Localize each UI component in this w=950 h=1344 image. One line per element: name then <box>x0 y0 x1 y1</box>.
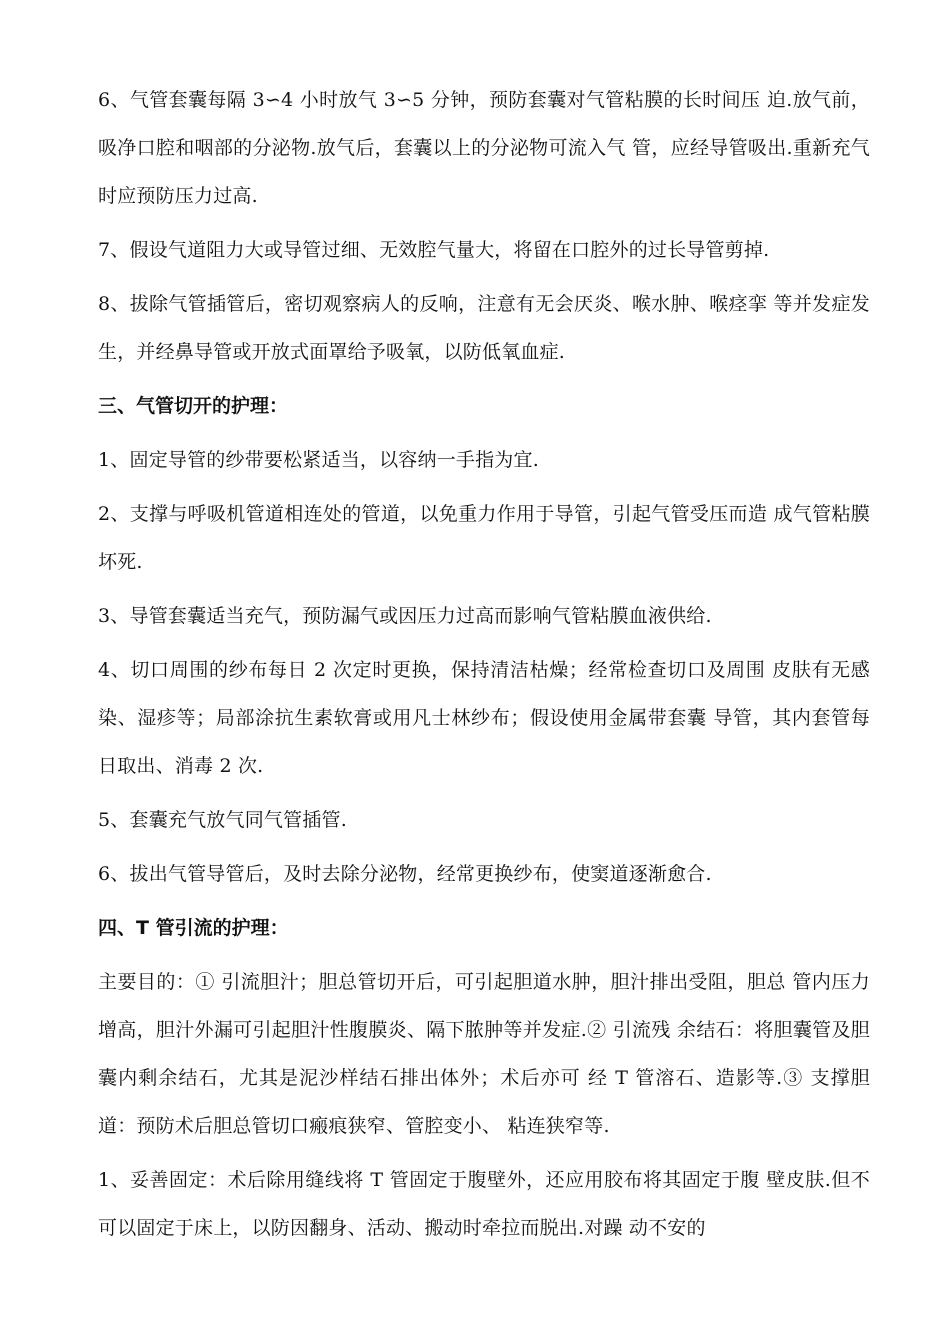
section-heading-tracheotomy: 三、气管切开的护理： <box>98 395 289 417</box>
paragraph-support-tubing: 2、支撑与呼吸机管道相连处的管道，以免重力作用于导管，引起气管受压而造 成气管粘膜坏死. <box>98 503 870 573</box>
paragraph-incision-care: 4、切口周围的纱布每日 2 次定时更换，保持清洁枯燥；经常检查切口及周围 皮肤有无感染、湿疹等；局部涂抗生素软膏或用凡士林纱布；假设使用金属带套囊 导管，其内套管每日取出、消毒 2 次. <box>98 659 870 777</box>
paragraph-after-removal: 6、拔出气管导管后，及时去除分泌物，经常更换纱布，使窦道逐渐愈合. <box>98 863 712 885</box>
paragraph-tube-cuff-deflation: 6、气管套囊每隔 3∽4 小时放气 3∽5 分钟，预防套囊对气管粘膜的长时间压 迫.放气前，吸净口腔和咽部的分泌物.放气后，套囊以上的分泌物可流入气 管，应经导管吸出.重新充气时应预防压力过高. <box>98 89 870 207</box>
paragraph-tie-tension: 1、固定导管的纱带要松紧适当，以容纳一手指为宜. <box>98 449 539 471</box>
paragraph-airway-resistance: 7、假设气道阻力大或导管过细、无效腔气量大，将留在口腔外的过长导管剪掉. <box>98 239 770 261</box>
paragraph-cuff-same-as-intubation: 5、套囊充气放气同气管插管. <box>98 809 347 831</box>
paragraph-extubation: 8、拔除气管插管后，密切观察病人的反响，注意有无会厌炎、喉水肿、喉痉挛 等并发症发生，并经鼻导管或开放式面罩给予吸氧，以防低氧血症. <box>98 293 870 363</box>
paragraph-cuff-inflation: 3、导管套囊适当充气，预防漏气或因压力过高而影响气管粘膜血液供给. <box>98 605 712 627</box>
paragraph-secure-fixation: 1、妥善固定：术后除用缝线将 T 管固定于腹壁外，还应用胶布将其固定于腹 壁皮肤.但不可以固定于床上，以防因翻身、活动、搬动时牵拉而脱出.对躁 动不安的 <box>98 1169 870 1239</box>
section-heading-t-tube: 四、T 管引流的护理： <box>98 917 289 939</box>
paragraph-main-purpose: 主要目的：① 引流胆汁；胆总管切开后，可引起胆道水肿，胆汁排出受阻，胆总 管内压力增高，胆汁外漏可引起胆汁性腹膜炎、隔下脓肿等并发症.② 引流残 余结石：将胆囊管及胆囊内剩余结石，尤其是泥沙样结石排出体外；术后亦可 经 T 管溶石、造影等.③ 支撑胆道：预防术后胆总管切口瘢痕狭窄、管腔变小、 粘连狭窄等. <box>98 971 870 1137</box>
